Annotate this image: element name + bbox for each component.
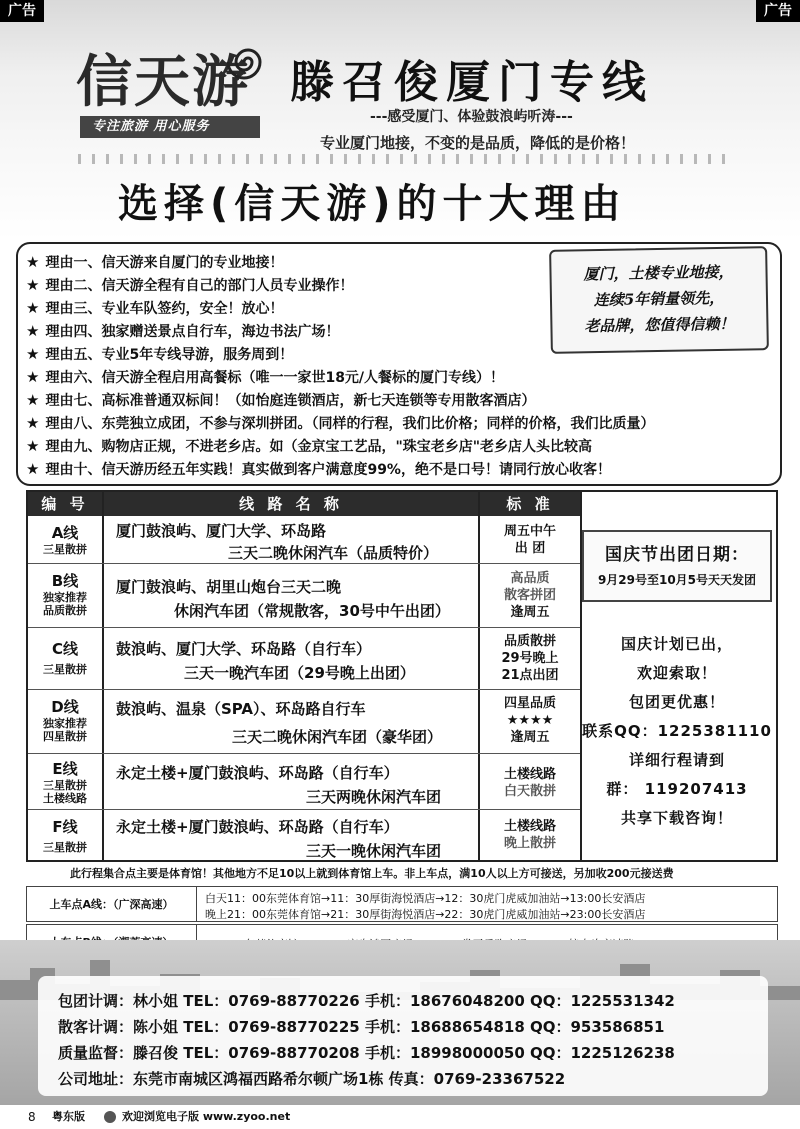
star-icon: ★ [26,460,40,478]
star-icon: ★ [26,253,40,271]
qq-group: 群： 119207413 [606,780,748,798]
table-row: A线 三星散拼 厦门鼓浪屿、厦门大学、环岛路 三天二晚休闲汽车（品质特价） 周五中午 出 团 [28,516,580,564]
table-row: B线 独家推荐 品质散拼 厦门鼓浪屿、胡里山炮台三天二晚 休闲汽车团（常规散客，30号中午出团） 高品质 散客拼团 逢周五 [28,564,580,628]
star-icon: ★ [26,299,40,317]
reason-item: ★ 理由九、购物店正规，不进老乡店。如（金京宝工艺品，"珠宝老乡店"老乡店人头比较高 [26,437,593,455]
contact-row: 质量监督：滕召俊 TEL：0769-88770208 手机：18998000050 QQ：1225126238 [58,1044,675,1062]
subtitle-2: 专业厦门地接，不变的是品质，降低的是价格！ [320,134,636,152]
swirl-icon [222,36,274,88]
logo [76,38,276,134]
pickup-a: 上车点A线：（广深高速） 白天11：00东莞体育馆→11：30厚街海悦酒店→12：30虎门虎威加油站→13:00长安酒店 晚上21：00东莞体育馆→21：30厚街海悦酒店→22：30虎门虎威加油站→23:00长安酒店 [26,886,778,922]
page-number: 8 [28,1110,36,1124]
table-row: C线 三星散拼 鼓浪屿、厦门大学、环岛路（自行车） 三天一晚汽车团（29号晚上出团） 品质散拼 29号晚上 21点出团 [28,628,580,690]
national-day-box [582,530,772,602]
company-address: 公司地址：东莞市南城区鸿福西路希尔顿广场1栋 传真：0769-23367522 [58,1070,566,1088]
reason-item: ★ 理由一、信天游来自厦门的专业地接！ [26,253,284,271]
scroll-note: 厦门，土楼专业地接， 连续5年销量领先， 老品牌，您值得信赖！ [549,246,769,354]
star-icon: ★ [26,437,40,455]
header-banner [0,0,800,240]
website-link[interactable]: 欢迎浏览电子版 www.zyoo.net [122,1110,291,1123]
star-icon: ★ [26,414,40,432]
reason-item: ★ 理由六、信天游全程启用高餐标（唯一一家世18元/人餐标的厦门专线）！ [26,368,505,386]
star-icon: ★ [26,391,40,409]
edition-label: 粤东版 [52,1110,85,1123]
reason-item: ★ 理由十、信天游历经五年实践！真实做到客户满意度99%，绝不是口号！请同行放心收客！ [26,460,611,478]
reason-item: ★ 理由七、高标准普通双标间！（如怡庭连锁酒店，新七天连锁等专用散客酒店） [26,391,536,409]
reason-item: ★ 理由四、独家赠送景点自行车，海边书法广场！ [26,322,340,340]
national-day-title: 国庆节出团日期： [605,545,749,565]
subtitle-1: ---感受厦门、体验鼓浪屿听涛--- [370,109,573,125]
reason-item: ★ 理由八、东莞独立成团，不参与深圳拼团。（同样的行程，我们比价格；同样的价格，我们比质量） [26,414,655,432]
meeting-notice: 此行程集合点主要是体育馆！其他地方不足10以上就到体育馆上车。非上车点，满10人以上方可接送，另加收200元接送费 [70,867,674,880]
edition-icon [104,1111,116,1123]
table-row: F线 三星散拼 永定土楼+厦门鼓浪屿、环岛路（自行车） 三天一晚休闲汽车团 土楼线路 晚上散拼 [43,818,556,860]
national-day-dates: 9月29号至10月5号天天发团 [597,573,757,587]
reason-item: ★ 理由五、专业5年专线导游，服务周到！ [26,345,294,363]
contact-row: 包团计调：林小姐 TEL：0769-88770226 手机：18676048200 QQ：1225531342 [58,992,675,1010]
header-code: 编 号 [28,492,102,516]
header-standard: 标 准 [480,492,580,516]
decorative-divider [78,154,728,164]
ad-label-left: 广告 [0,0,44,22]
page-title: 滕召俊厦门专线 [290,57,654,108]
bottom-bar [0,1105,800,1129]
contact-row: 散客计调：陈小姐 TEL：0769-88770225 手机：18688654818 QQ：953586851 [58,1018,665,1036]
logo-slogan: 专注旅游 用心服务 [80,116,260,138]
qq-contact: 联系QQ：1225381110 [582,722,772,740]
star-icon: ★ [26,345,40,363]
table-row: E线 三星散拼 土楼线路 永定土楼+厦门鼓浪屿、环岛路（自行车） 三天两晚休闲汽车团 土楼线路 白天散拼 [28,754,580,810]
ad-label-right: 广告 [756,0,800,22]
reasons-title: 选择(信天游)的十大理由 [118,181,627,227]
header-route: 线 路 名 称 [104,492,478,516]
side-info: 国庆计划已出， 欢迎索取！ 包团更优惠！ 联系QQ：1225381110 详细行程请到 群： 119207413 共享下载咨询！ [582,635,772,827]
logo-brand: 信天游 [76,49,250,115]
reason-item: ★ 理由二、信天游全程有自己的部门人员专业操作！ [26,276,354,294]
star-icon: ★ [26,368,40,386]
star-icon: ★ [26,276,40,294]
star-icon: ★ [26,322,40,340]
table-row: D线 独家推荐 四星散拼 鼓浪屿、温泉（SPA）、环岛路自行车 三天二晚休闲汽车团（豪华团） 四星品质 ★★★★ 逢周五 [28,690,580,754]
reason-item: ★ 理由三、专业车队签约，安全！放心！ [26,299,284,317]
